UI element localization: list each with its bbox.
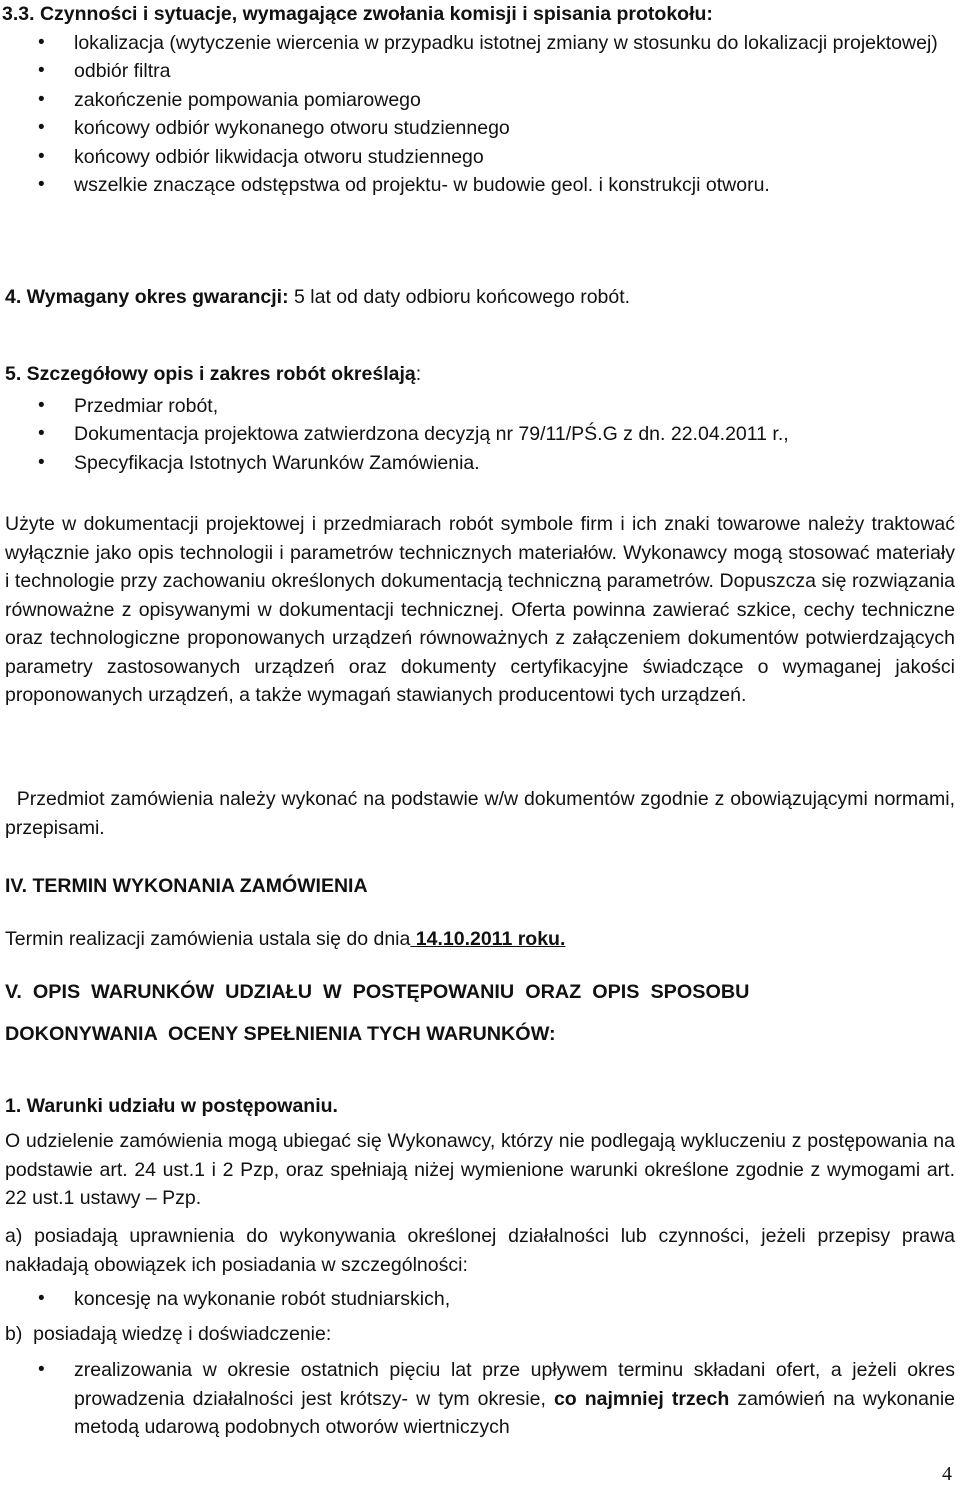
section-iv-heading: IV. TERMIN WYKONANIA ZAMÓWIENIA xyxy=(5,875,368,897)
condition-b-list xyxy=(5,1356,955,1442)
section-1-paragraph: O udzielenie zamówienia mogą ubiegać się Wykonawcy, którzy nie podlegają wykluczeniu z postępowania na podstawie art. 24 ust.1 i 2 Pzp, oraz spełniają niżej wymienione warunki określone zgodnie z wymogami art. 22 ust.1 ustawy – Pzp. xyxy=(5,1130,955,1209)
section-3-3-list xyxy=(5,29,955,200)
section-5-list xyxy=(5,392,955,478)
condition-b-text-1: zrealizowania w okresie ostatnich pięciu lat prze upływem terminu składani ofert, a jeżeli okres prowadzenia działalności jest krótszy- w tym okresie, xyxy=(74,1359,955,1410)
section-5 xyxy=(5,360,955,477)
section-4-text: 5 lat od daty odbioru końcowego robót. xyxy=(288,286,631,308)
section-4 xyxy=(5,283,955,312)
list-item: • zakończenie pompowania pomiarowego xyxy=(5,86,955,115)
list-item: • lokalizacja (wytyczenie wiercenia w przypadku istotnej zmiany w stosunku do lokalizacji projektowej) xyxy=(5,29,955,58)
page-number: 4 xyxy=(942,1463,952,1485)
condition-b-text-2: zamówień na wykonanie metodą udarową podobnych otworów wiertniczych xyxy=(74,1387,955,1438)
list-item: • wszelkie znaczące odstępstwa od projektu- w budowie geol. i konstrukcji otworu. xyxy=(5,171,955,200)
condition-a: a) posiadają uprawnienia do wykonywania określonej działalności lub czynności, jeżeli przepisy prawa nakładają obowiązek ich posiadania w szczególności: xyxy=(5,1225,955,1276)
section-iv-text xyxy=(5,925,955,954)
paragraph-equivalents: Użyte w dokumentacji projektowej i przedmiarach robót symbole firm i ich znaki towarowe należy traktować wyłącznie jako opis technologii i parametrów technicznych materiałów. Wykonawcy mogą stosować materiały i technologie przy zachowaniu określonych dokumentacją techniczną parametrów. Dopuszcza się rozwiązania równoważne z opisywanymi w dokumentacji technicznej. Oferta powinna zawierać szkice, cechy techniczne oraz technologiczne proponowanych urządzeń równoważnych z załączeniem dokumentów potwierdzających parametry zastosowanych urządzeń oraz dokumenty certyfikacyjne świadczące o wymaganej jakości proponowanych urządzeń, a także wymagań stawianych producentowi tych urządzeń. xyxy=(5,513,955,706)
section-v-heading-2: DOKONYWANIA OCENY SPEŁNIENIA TYCH WARUNKÓW: xyxy=(5,1023,556,1045)
section-3-3 xyxy=(2,0,955,200)
section-1-heading: 1. Warunki udziału w postępowaniu. xyxy=(5,1095,338,1117)
condition-a-list xyxy=(5,1285,955,1314)
list-item: • Specyfikacja Istotnych Warunków Zamówienia. xyxy=(5,449,955,478)
section-3-3-heading: 3.3. Czynności i sytuacje, wymagające zwołania komisji i spisania protokołu: xyxy=(2,3,713,25)
list-item: • Dokumentacja projektowa zatwierdzona decyzją nr 79/11/PŚ.G z dn. 22.04.2011 r., xyxy=(5,420,955,449)
list-item: • koncesję na wykonanie robót studniarskich, xyxy=(5,1285,955,1314)
list-item: • Przedmiar robót, xyxy=(5,392,955,421)
section-5-colon: : xyxy=(415,363,422,385)
section-4-label: 4. Wymagany okres gwarancji: xyxy=(5,286,289,308)
deadline-text: Termin realizacji zamówienia ustala się do dnia xyxy=(5,928,411,950)
section-v-heading-1: V. OPIS WARUNKÓW UDZIAŁU W POSTĘPOWANIU ORAZ OPIS SPOSOBU xyxy=(5,981,750,1003)
condition-b: b) posiadają wiedzę i doświadczenie: xyxy=(5,1323,332,1345)
condition-b-emphasis: co najmniej trzech xyxy=(553,1387,730,1410)
list-item xyxy=(5,1356,955,1442)
list-item: • końcowy odbiór likwidacja otworu studziennego xyxy=(5,143,955,172)
section-5-heading: 5. Szczegółowy opis i zakres robót określają xyxy=(5,363,416,385)
list-item: • końcowy odbiór wykonanego otworu studziennego xyxy=(5,114,955,143)
deadline-date: 14.10.2011 roku. xyxy=(410,928,566,950)
paragraph-standards: Przedmiot zamówienia należy wykonać na podstawie w/w dokumentów zgodnie z obowiązującymi normami, przepisami. xyxy=(5,788,960,839)
list-item: • odbiór filtra xyxy=(5,57,955,86)
